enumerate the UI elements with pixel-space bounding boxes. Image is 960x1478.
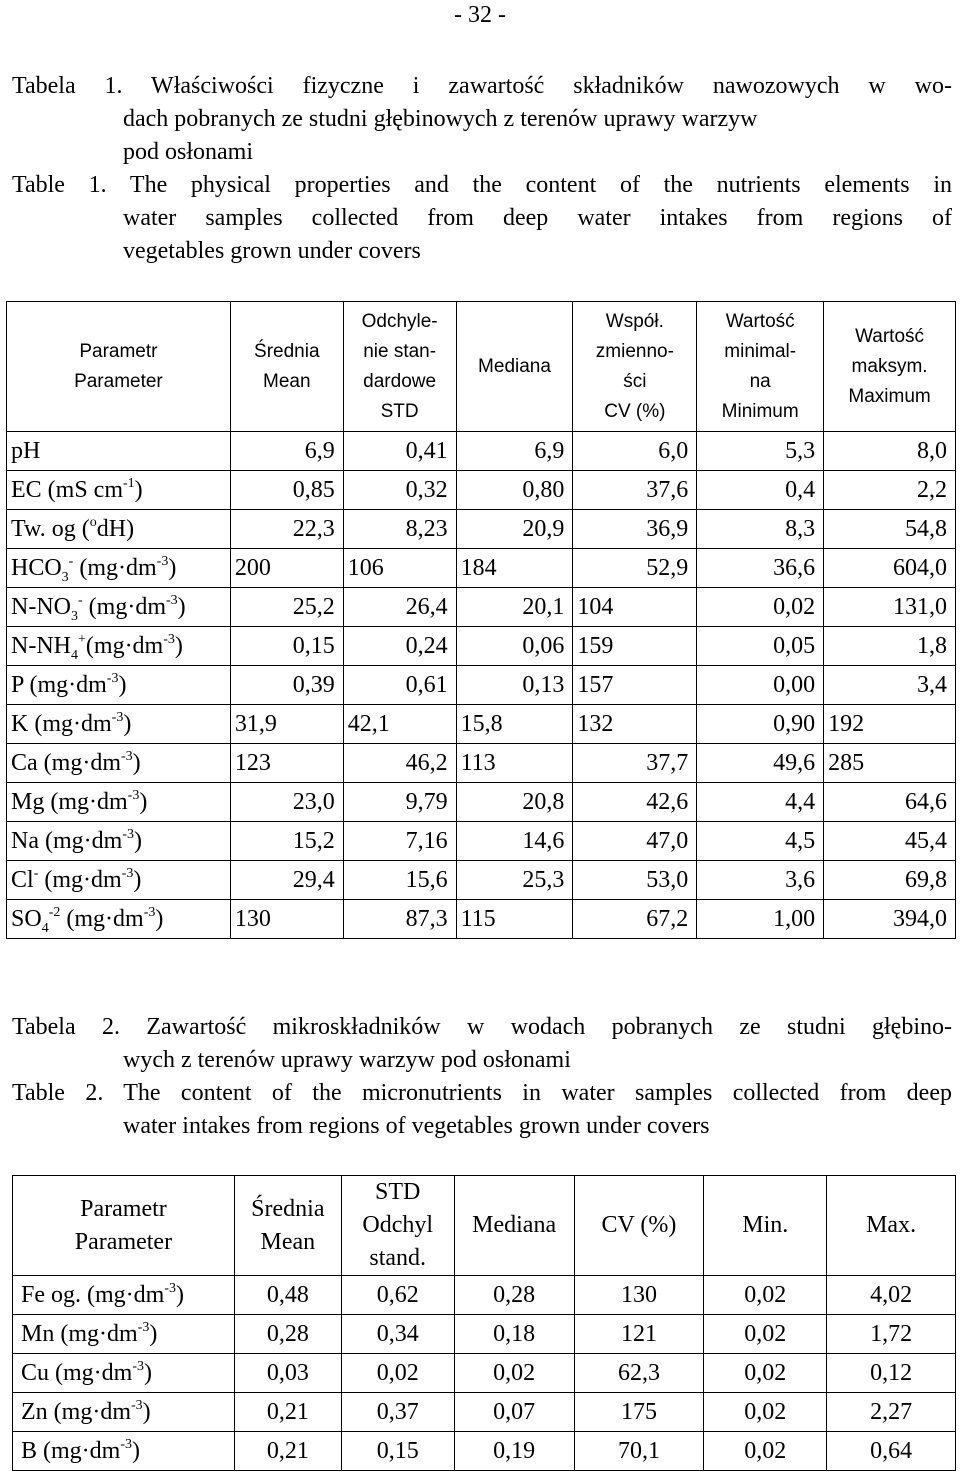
cell-mean: 29,4 [230,861,343,900]
table2 [12,1175,956,1471]
row-parameter: $SO_4^{-2}$ $(mg\cdot dm^{-3})$ [7,900,231,939]
cell-std: 0,24 [343,627,456,666]
cell-cv: 159 [573,627,697,666]
cell-min: 36,6 [697,549,824,588]
cell-std: 0,15 [341,1432,454,1471]
cell-std: 0,02 [341,1354,454,1393]
cell-min: 0,02 [704,1276,827,1315]
header-cv: Współ. zmienno- ści CV (%) [573,302,697,432]
cell-std: 15,6 [343,861,456,900]
cell-std: 9,79 [343,783,456,822]
cell-min: 0,02 [704,1432,827,1471]
cell-min: 0,02 [704,1354,827,1393]
cell-max: 64,6 [824,783,956,822]
table-row [7,861,956,900]
table-row [13,1315,956,1354]
cell-median: 184 [456,549,573,588]
cell-max: 45,4 [824,822,956,861]
table-row [13,1354,956,1393]
table-row [7,783,956,822]
caption-line: vegetables grown under covers [123,238,421,264]
cell-min: 1,00 [697,900,824,939]
cell-cv: 132 [573,705,697,744]
cell-median: 20,8 [456,783,573,822]
cell-max: 2,2 [824,471,956,510]
table-row [7,627,956,666]
table-row [7,900,956,939]
cell-cv: 47,0 [573,822,697,861]
cell-median: 20,1 [456,588,573,627]
cell-median: 0,19 [454,1432,574,1471]
cell-min: 8,3 [697,510,824,549]
caption-line: pod osłonami [123,139,253,165]
caption-line: dach pobranych ze studni głębinowych z terenów uprawy warzyw [123,106,758,132]
table-row [7,432,956,471]
row-parameter: pH [7,432,231,471]
table-row [7,744,956,783]
row-parameter: Ca $(mg\cdot dm^{-3})$ [7,744,231,783]
cell-median: 0,02 [454,1354,574,1393]
cell-mean: 0,21 [234,1432,341,1471]
table-row [7,666,956,705]
cell-min: 0,00 [697,666,824,705]
row-parameter: P $(mg\cdot dm^{-3})$ [7,666,231,705]
table1 [6,301,956,939]
row-parameter: B $(mg\cdot dm^{-3})$ [13,1432,235,1471]
row-parameter: K $(mg\cdot dm^{-3})$ [7,705,231,744]
table1-caption [12,70,952,268]
table-row [7,549,956,588]
cell-max: 1,8 [824,627,956,666]
page-number: - 32 - [454,2,506,28]
cell-min: 5,3 [697,432,824,471]
cell-max: 394,0 [824,900,956,939]
table-row [7,471,956,510]
cell-std: 0,41 [343,432,456,471]
table-row [13,1276,956,1315]
row-parameter: Na $(mg\cdot dm^{-3})$ [7,822,231,861]
cell-mean: 23,0 [230,783,343,822]
cell-max: 0,64 [827,1432,956,1471]
header-mean: Średnia Mean [234,1176,341,1276]
cell-std: 0,37 [341,1393,454,1432]
cell-std: 0,32 [343,471,456,510]
cell-mean: 0,15 [230,627,343,666]
cell-max: 3,4 [824,666,956,705]
cell-cv: 175 [574,1393,704,1432]
cell-max: 69,8 [824,861,956,900]
cell-min: 4,5 [697,822,824,861]
cell-cv: 53,0 [573,861,697,900]
cell-max: 131,0 [824,588,956,627]
cell-max: 192 [824,705,956,744]
cell-cv: 6,0 [573,432,697,471]
table-row [7,705,956,744]
cell-cv: 70,1 [574,1432,704,1471]
row-parameter: EC (mS $cm^{-1}$) [7,471,231,510]
cell-mean: 25,2 [230,588,343,627]
header-minimum: Wartość minimal- na Minimum [697,302,824,432]
cell-median: 113 [456,744,573,783]
cell-mean: 123 [230,744,343,783]
cell-cv: 67,2 [573,900,697,939]
table-row [7,588,956,627]
row-parameter: Mg $(mg\cdot dm^{-3})$ [7,783,231,822]
caption-line: water samples collected from deep water intakes from regions of [123,205,952,231]
cell-max: 285 [824,744,956,783]
cell-median: 115 [456,900,573,939]
cell-min: 0,02 [704,1315,827,1354]
caption-line: Table 1. The physical properties and the content of the nutrients elements in [12,172,952,198]
cell-mean: 0,85 [230,471,343,510]
cell-std: 0,61 [343,666,456,705]
cell-median: 15,8 [456,705,573,744]
row-parameter: Zn $(mg\cdot dm^{-3})$ [13,1393,235,1432]
header-cv: CV (%) [574,1176,704,1276]
cell-min: 0,05 [697,627,824,666]
cell-median: 0,80 [456,471,573,510]
cell-mean: 130 [230,900,343,939]
cell-mean: 0,21 [234,1393,341,1432]
cell-cv: 157 [573,666,697,705]
cell-median: 6,9 [456,432,573,471]
header-mean: Średnia Mean [230,302,343,432]
cell-std: 8,23 [343,510,456,549]
cell-mean: 0,28 [234,1315,341,1354]
row-parameter: $N-NH_4^+(mg\cdot dm^{-3})$ [7,627,231,666]
cell-std: 106 [343,549,456,588]
cell-std: 42,1 [343,705,456,744]
cell-max: 0,12 [827,1354,956,1393]
cell-cv: 52,9 [573,549,697,588]
cell-max: 1,72 [827,1315,956,1354]
cell-std: 87,3 [343,900,456,939]
cell-min: 0,02 [704,1393,827,1432]
cell-mean: 22,3 [230,510,343,549]
cell-max: 604,0 [824,549,956,588]
header-parameter: Parametr Parameter [13,1176,235,1276]
row-parameter: Fe og. $(mg\cdot dm^{-3})$ [13,1276,235,1315]
header-median: Mediana [454,1176,574,1276]
header-parameter: Parametr Parameter [7,302,231,432]
cell-cv: 37,6 [573,471,697,510]
cell-mean: 0,03 [234,1354,341,1393]
table-row [13,1393,956,1432]
cell-std: 46,2 [343,744,456,783]
cell-mean: 0,39 [230,666,343,705]
row-parameter: Mn $(mg\cdot dm^{-3})$ [13,1315,235,1354]
table2-caption [12,1011,952,1143]
cell-std: 0,62 [341,1276,454,1315]
header-std: Odchyle- nie stan- dardowe STD [343,302,456,432]
cell-cv: 62,3 [574,1354,704,1393]
cell-mean: 200 [230,549,343,588]
cell-mean: 31,9 [230,705,343,744]
row-parameter: $N-NO_3^-$ $(mg\cdot dm^{-3})$ [7,588,231,627]
table-row [7,510,956,549]
cell-median: 0,28 [454,1276,574,1315]
cell-median: 14,6 [456,822,573,861]
cell-min: 0,4 [697,471,824,510]
caption-line: Table 2. The content of the micronutrients in water samples collected from deep [12,1080,952,1106]
cell-min: 3,6 [697,861,824,900]
header-std: STD Odchyl stand. [341,1176,454,1276]
cell-cv: 104 [573,588,697,627]
cell-mean: 0,48 [234,1276,341,1315]
header-median: Mediana [456,302,573,432]
table-header-row [7,302,956,432]
caption-line: Tabela 2. Zawartość mikroskładników w wodach pobranych ze studni głębino- [12,1014,952,1040]
caption-line: Tabela 1. Właściwości fizyczne i zawartość składników nawozowych w wo- [12,73,952,99]
table-header-row [13,1176,956,1276]
cell-min: 0,90 [697,705,824,744]
cell-mean: 6,9 [230,432,343,471]
cell-max: 8,0 [824,432,956,471]
row-parameter: Cl- $(mg\cdot dm^{-3})$ [7,861,231,900]
cell-cv: 37,7 [573,744,697,783]
caption-line: wych z terenów uprawy warzyw pod osłonami [123,1047,571,1073]
cell-cv: 36,9 [573,510,697,549]
cell-std: 26,4 [343,588,456,627]
cell-max: 54,8 [824,510,956,549]
header-max: Max. [827,1176,956,1276]
cell-median: 0,06 [456,627,573,666]
header-maximum: Wartość maksym. Maximum [824,302,956,432]
cell-median: 20,9 [456,510,573,549]
cell-cv: 121 [574,1315,704,1354]
cell-cv: 42,6 [573,783,697,822]
table-row [13,1432,956,1471]
row-parameter: $HCO_3^-$ $(mg\cdot dm^{-3})$ [7,549,231,588]
cell-std: 0,34 [341,1315,454,1354]
header-min: Min. [704,1176,827,1276]
table-row [7,822,956,861]
cell-min: 49,6 [697,744,824,783]
cell-median: 0,18 [454,1315,574,1354]
caption-line: water intakes from regions of vegetables grown under covers [123,1113,710,1139]
cell-median: 0,07 [454,1393,574,1432]
cell-mean: 15,2 [230,822,343,861]
cell-max: 2,27 [827,1393,956,1432]
cell-median: 25,3 [456,861,573,900]
row-parameter: Cu $(mg\cdot dm^{-3})$ [13,1354,235,1393]
cell-min: 0,02 [697,588,824,627]
cell-min: 4,4 [697,783,824,822]
cell-std: 7,16 [343,822,456,861]
cell-max: 4,02 [827,1276,956,1315]
cell-median: 0,13 [456,666,573,705]
cell-cv: 130 [574,1276,704,1315]
row-parameter: Tw. og ($^o$dH) [7,510,231,549]
